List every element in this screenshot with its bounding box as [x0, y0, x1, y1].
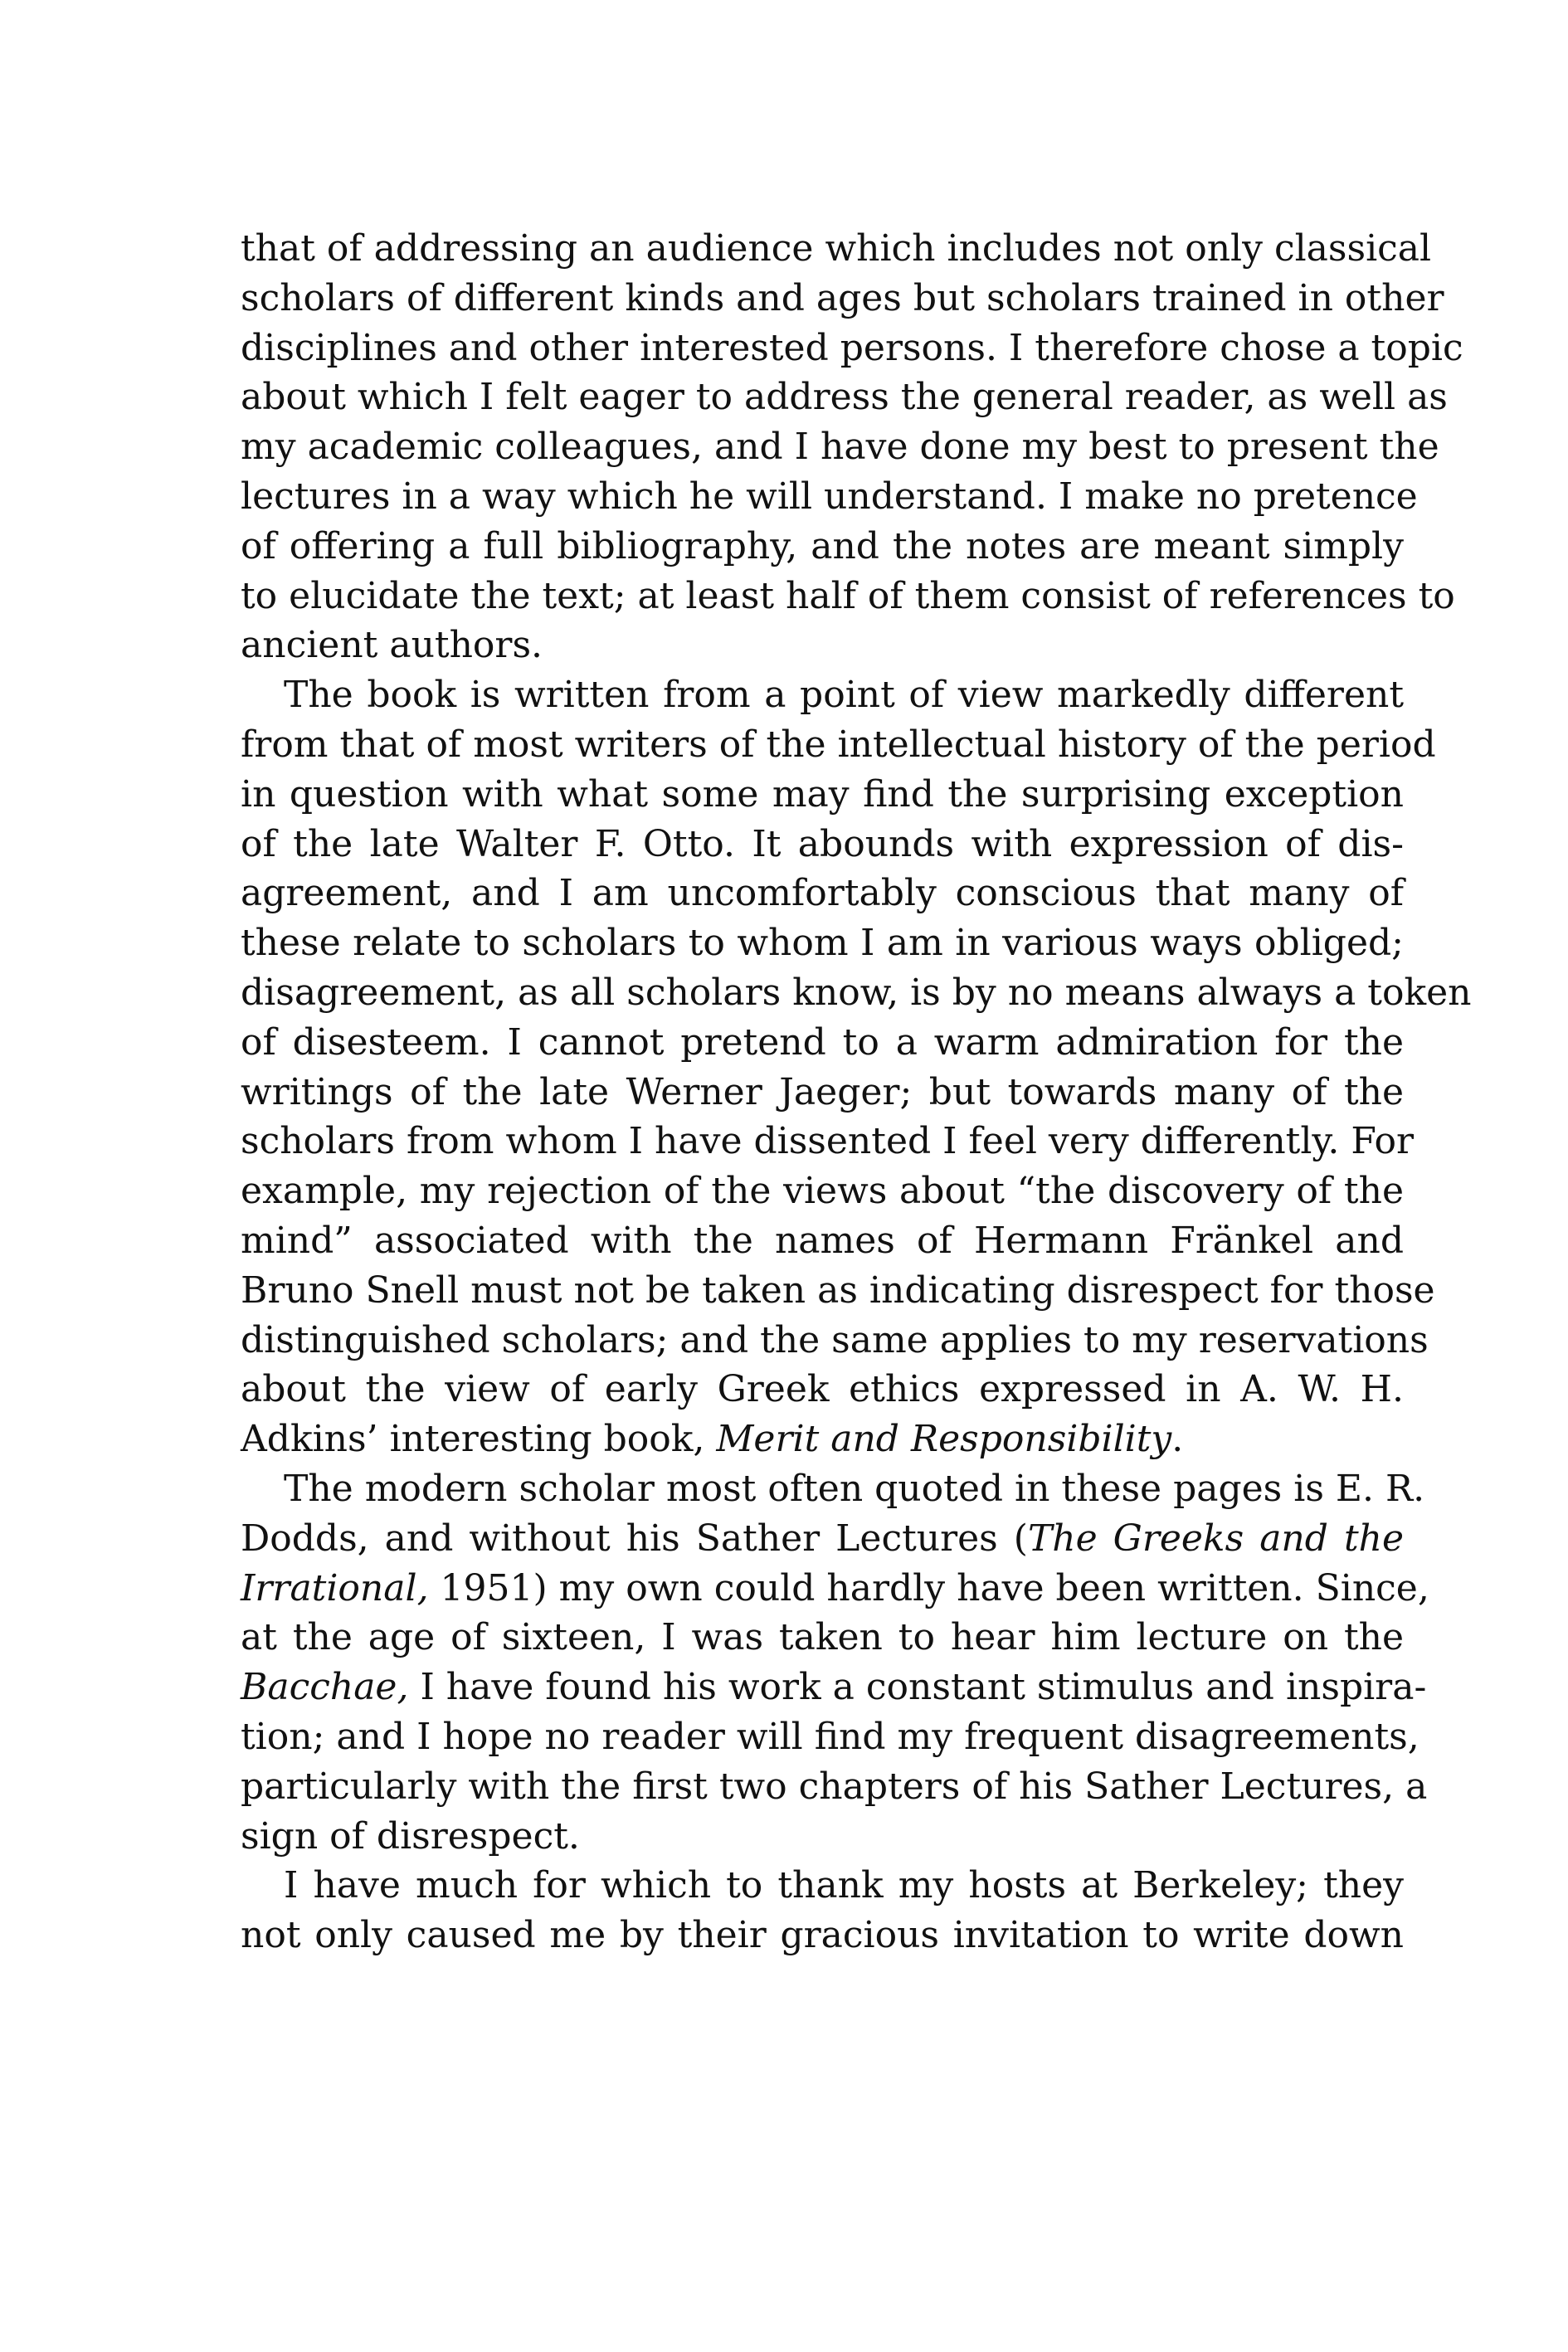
text-line: example, my rejection of the views about “the discovery of the	[241, 1170, 1404, 1213]
paragraph-1	[241, 224, 1463, 670]
play-title: Bacchae,	[241, 1666, 409, 1709]
text-line: tion; and I hope no reader will find my frequent disagreements,	[241, 1715, 1419, 1758]
text-line: about the view of early Greek ethics expressed in A. W. H.	[241, 1368, 1404, 1411]
text-line: agreement, and I am uncomfortably conscious that many of	[241, 872, 1404, 915]
text-line	[241, 1514, 1404, 1564]
text-line: of disesteem. I cannot pretend to a warm admiration for the	[241, 1020, 1404, 1064]
text-line: at the age of sixteen, I was taken to hear him lecture on the	[241, 1616, 1404, 1659]
text-line: ancient authors.	[241, 624, 543, 667]
text-line: writings of the late Werner Jaeger; but towards many of the	[241, 1070, 1404, 1113]
text-line: not only caused me by their gracious invitation to write down	[241, 1914, 1404, 1957]
text-line: of offering a full bibliography, and the notes are meant simply	[241, 524, 1404, 567]
text-line: of the late Walter F. Otto. It abounds with expression of dis-	[241, 822, 1404, 865]
book-page	[241, 224, 1472, 1960]
book-title: Irrational,	[241, 1566, 429, 1609]
text-line: to elucidate the text; at least half of them consist of references to	[241, 574, 1455, 617]
text-line: mind” associated with the names of Hermann Fränkel and	[241, 1219, 1404, 1262]
text-line: sign of disrespect.	[241, 1814, 580, 1858]
paragraph-4	[241, 1861, 1404, 1960]
text-line: particularly with the first two chapters of his Sather Lectures, a	[241, 1765, 1428, 1808]
text-line: I have much for which to thank my hosts at Berkeley; they	[284, 1864, 1404, 1907]
text-line	[241, 1663, 1427, 1712]
text-line: distinguished scholars; and the same applies to my reservations	[241, 1318, 1429, 1361]
text-line: scholars from whom I have dissented I feel very differently. For	[241, 1120, 1415, 1163]
text-line: lectures in a way which he will understand. I make no pretence	[241, 475, 1418, 518]
book-title: The Greeks and the	[1027, 1517, 1404, 1560]
text-line: The modern scholar most often quoted in these pages is E. R.	[284, 1467, 1425, 1510]
text-line: that of addressing an audience which includes not only classical	[241, 227, 1432, 270]
text-run: .	[1171, 1418, 1184, 1461]
paragraph-2	[241, 670, 1472, 1464]
text-line: disagreement, as all scholars know, is by no means always a token	[241, 971, 1472, 1014]
text-line: Bruno Snell must not be taken as indicating disrespect for those	[241, 1269, 1435, 1312]
text-run: 1951) my own could hardly have been written. Since,	[428, 1566, 1429, 1609]
text-line: disciplines and other interested persons. I therefore chose a topic	[241, 326, 1463, 369]
text-line: these relate to scholars to whom I am in various ways obliged;	[241, 922, 1404, 965]
text-line	[241, 1564, 1429, 1614]
text-line: about which I felt eager to address the general reader, as well as	[241, 376, 1448, 419]
text-line: from that of most writers of the intellectual history of the period	[241, 723, 1436, 766]
text-line: my academic colleagues, and I have done my best to present the	[241, 426, 1439, 469]
text-line: scholars of different kinds and ages but scholars trained in other	[241, 276, 1444, 319]
text-line: The book is written from a point of view markedly different	[284, 674, 1404, 717]
book-title: Merit and Responsibility	[716, 1418, 1172, 1461]
text-run: I have found his work a constant stimulus and inspira-	[408, 1666, 1427, 1709]
paragraph-3	[241, 1464, 1429, 1861]
text-line: in question with what some may find the surprising exception	[241, 772, 1404, 816]
text-run: Adkins’ interesting book,	[241, 1418, 717, 1461]
text-line	[241, 1415, 1404, 1464]
text-run: Dodds, and without his Sather Lectures (	[241, 1517, 1028, 1560]
